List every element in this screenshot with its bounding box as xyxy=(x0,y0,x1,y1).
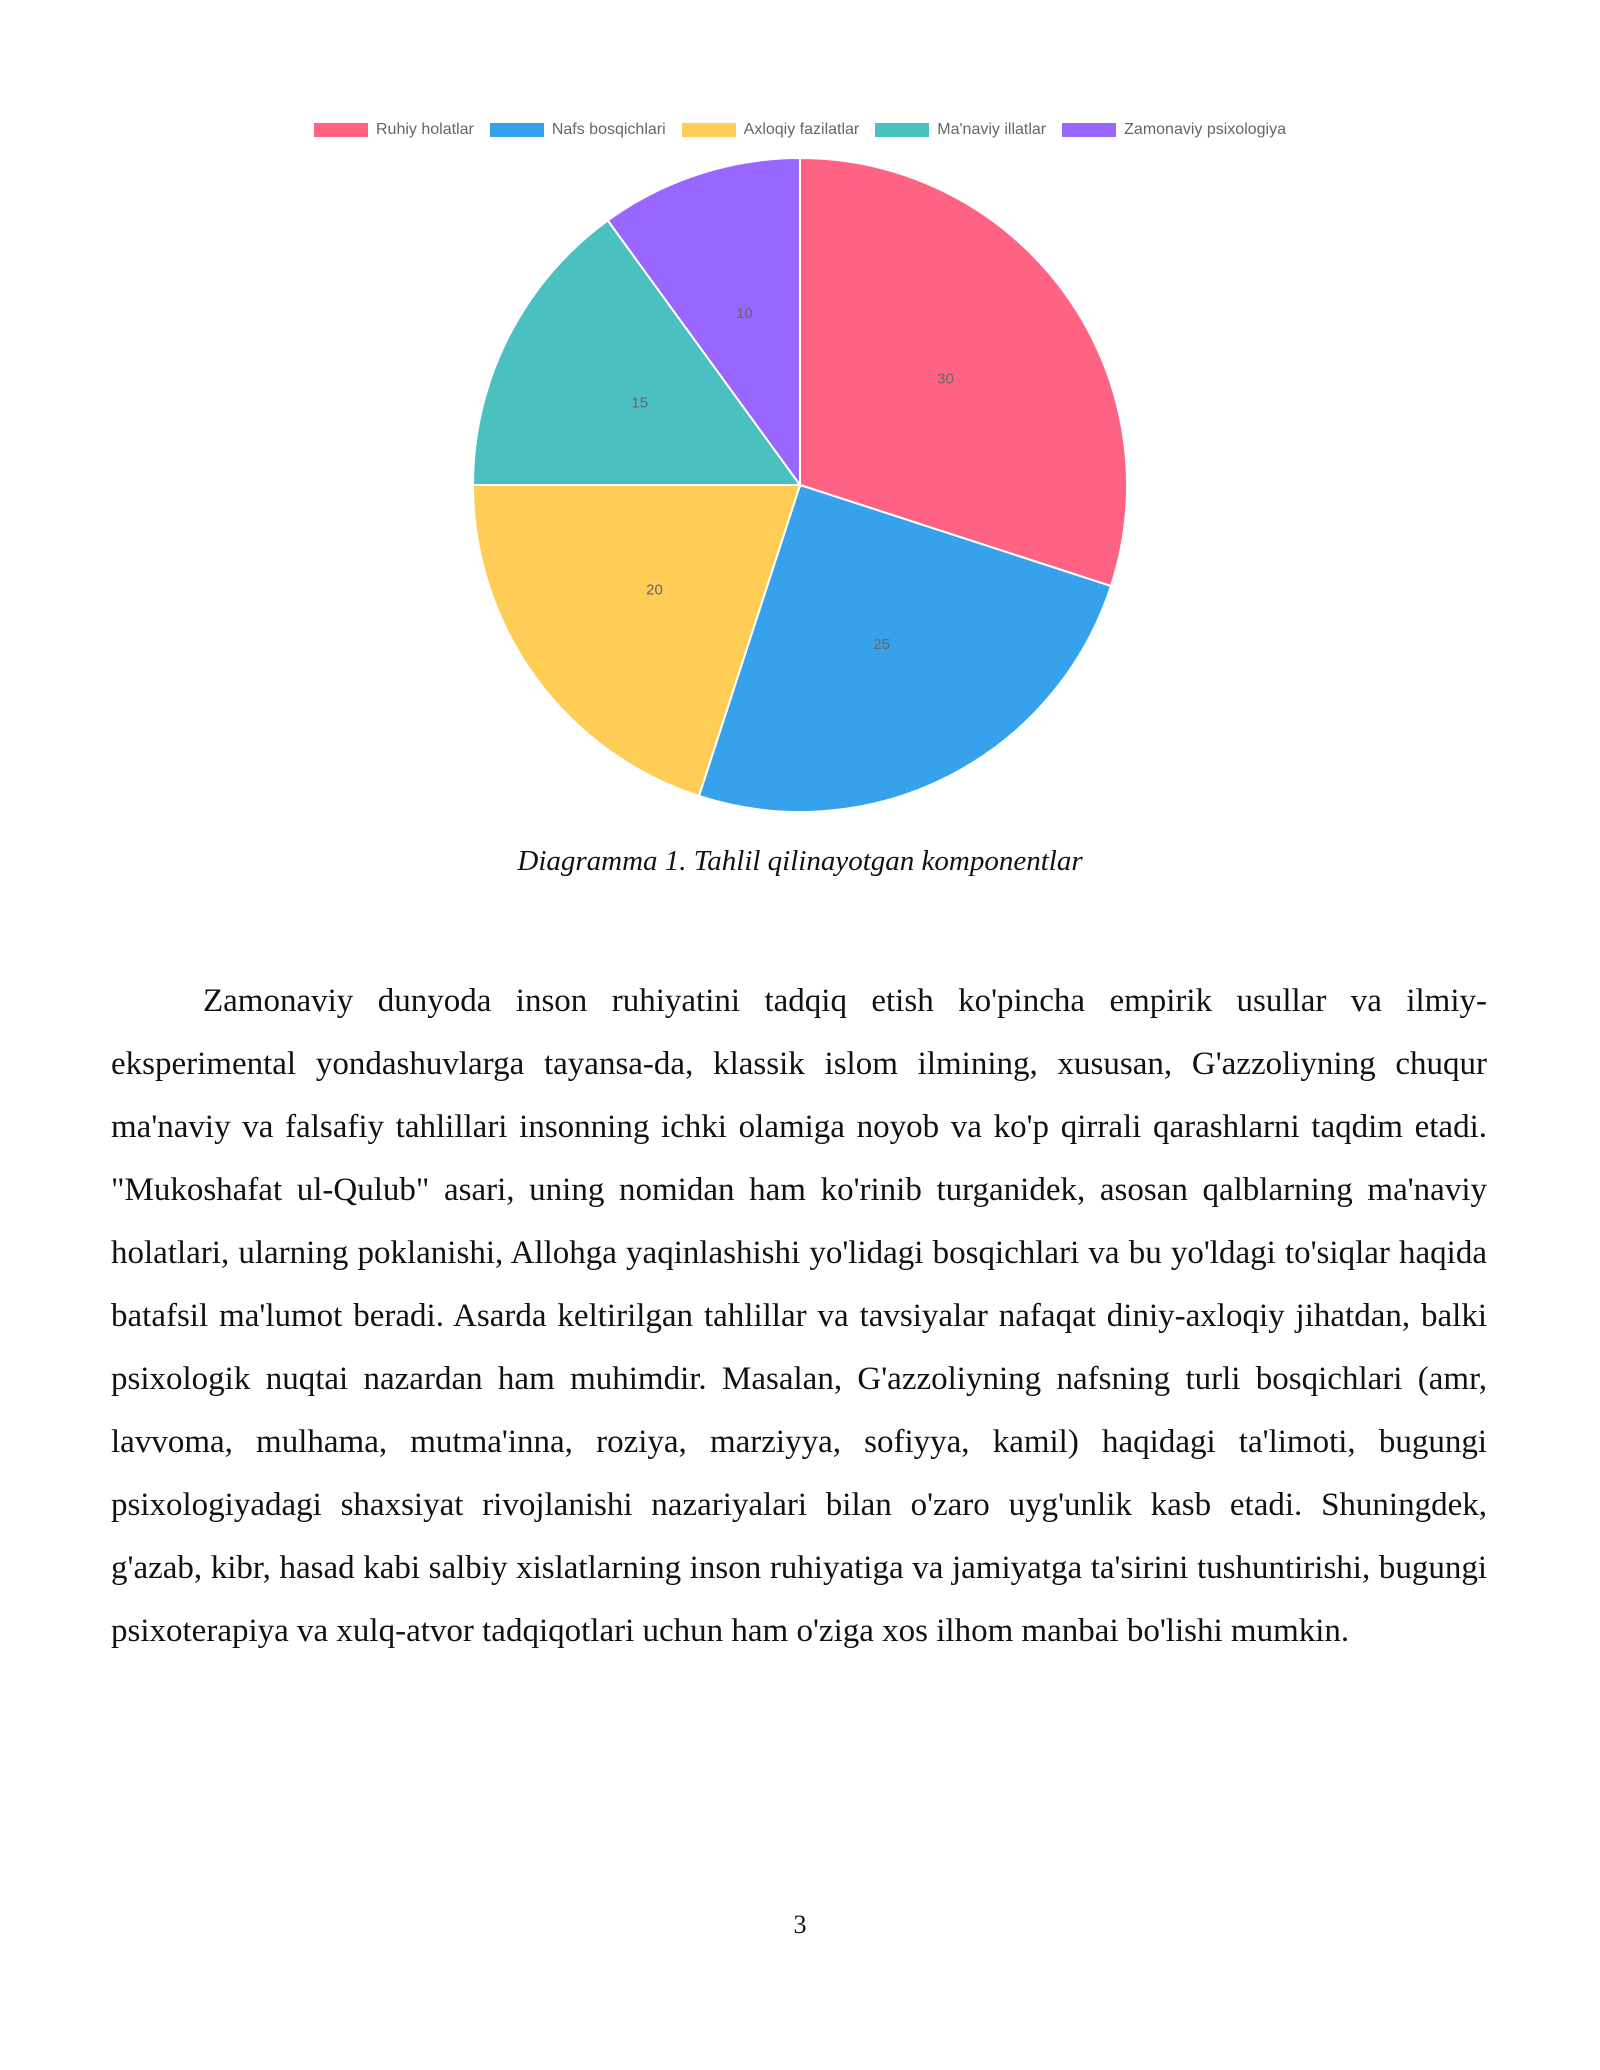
legend-label: Zamonaviy psixologiya xyxy=(1124,121,1286,138)
pie-chart-svg xyxy=(0,0,1600,850)
legend-label: Axloqiy fazilatlar xyxy=(743,121,860,138)
legend-label: Ma'naviy illatlar xyxy=(937,121,1047,138)
legend-label: Nafs bosqichlari xyxy=(551,121,666,138)
pie-slice-value-label: 30 xyxy=(937,370,954,388)
pie-slice-value-label: 15 xyxy=(631,394,649,412)
body-paragraph: Zamonaviy dunyoda inson ruhiyatini tadqiq etish ko'pincha empirik usullar va ilmiy-eksperimental yondashuvlarga tayansa-da, klassik islom ilmining, xususan, G'azzoliyning chuqur ma'naviy va falsafiy tahlillari insonning ichki olamiga noyob va ko'p qirrali qarashlarni taqdim etadi. "Mukoshafat ul-Qulub" asari, uning nomidan ham ko'rinib turganidek, asosan qalblarning ma'naviy holatlari, ularning poklanishi, Allohga yaqinlashishi yo'lidagi bosqichlari va bu yo'ldagi to'siqlar haqida batafsil ma'lumot beradi. Asarda keltirilgan tahlillar va tavsiyalar nafaqat diniy-axloqiy jihatdan, balki psixologik nuqtai nazardan ham muhimdir. Masalan, G'azzoliyning nafsning turli bosqichlari (amr, lavvoma, mulhama, mutma'inna, roziya, marziyya, sofiyya, kamil) haqidagi ta'limoti, bugungi psixologiyadagi shaxsiyat rivojlanishi nazariyalari bilan o'zaro uyg'unlik kasb etadi. Shuningdek, g'azab, kibr, hasad kabi salbiy xislatlarning inson ruhiyatiga va jamiyatga ta'sirini tushuntirishi, bugungi psixoterapiya va xulq-atvor tadqiqotlari uchun ham o'ziga xos ilhom manbai bo'lishi mumkin. xyxy=(111,983,1487,1649)
legend-label: Ruhiy holatlar xyxy=(376,121,474,138)
pie-slice-value-label: 10 xyxy=(736,304,753,322)
pie-slice-value-label: 20 xyxy=(646,581,663,599)
page-number: 3 xyxy=(793,1910,807,1939)
pie-slice-value-label: 25 xyxy=(873,636,890,654)
pie-chart xyxy=(0,0,1600,850)
figure-caption: Diagramma 1. Tahlil qilinayotgan komponentlar xyxy=(517,845,1083,877)
